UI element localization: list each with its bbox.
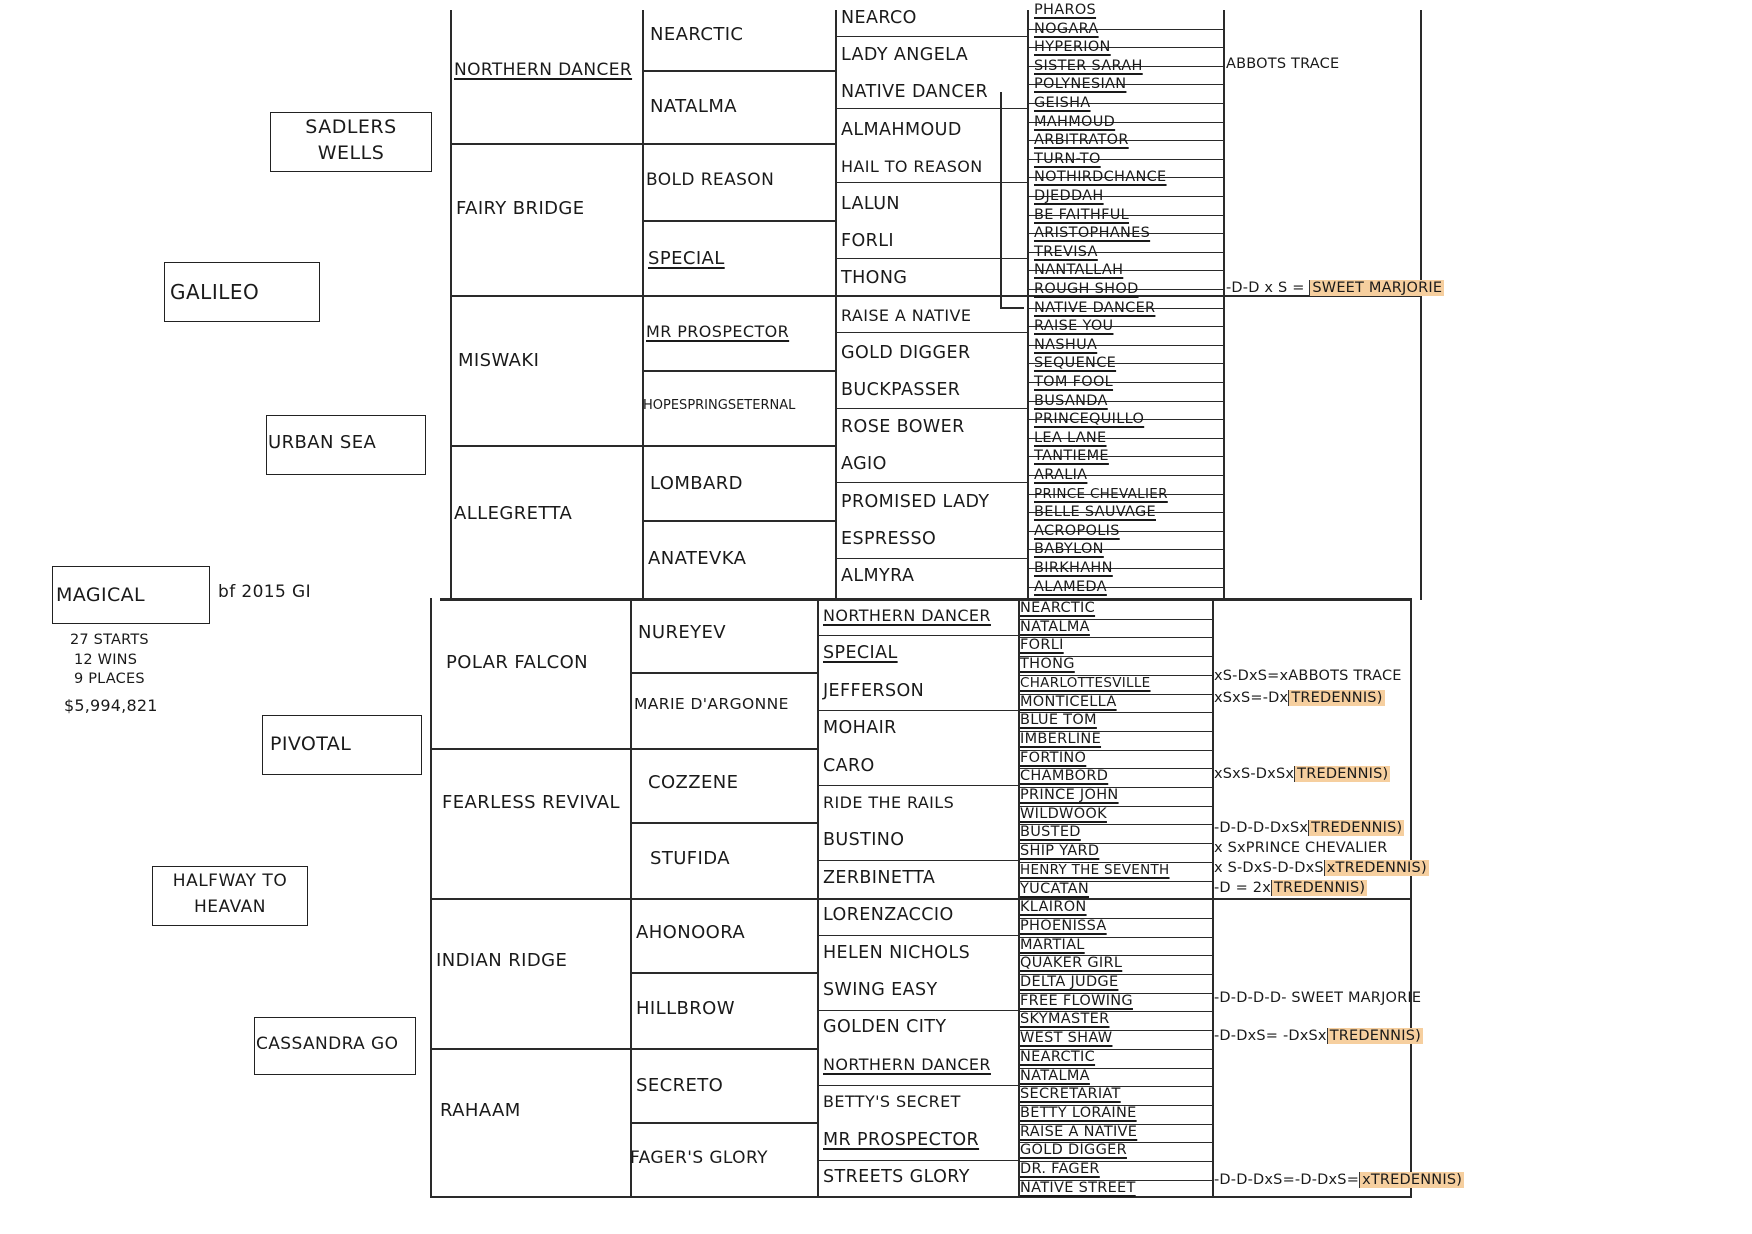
gen5-name-3: NATIVE DANCER (841, 82, 989, 103)
gen6-name-48: YUCATAN (1020, 880, 1089, 897)
note-text: -D-D-D-D- SWEET MARJORIE (1214, 990, 1422, 1006)
gen5-name-24: ZERBINETTA (823, 867, 936, 888)
note-text: -D-D x S = (1226, 280, 1310, 296)
gen2-name-3: HALFWAY TO HEAVAN (172, 871, 288, 917)
gen3-name-6: FEARLESS REVIVAL (442, 792, 620, 813)
gen6-name-32: ALAMEDA (1034, 578, 1107, 595)
gen6-name-51: MARTIAL (1020, 936, 1085, 953)
note-text: -D = 2x (1214, 880, 1271, 896)
gen2-name-2: URBAN SEA (268, 432, 377, 453)
gen5-name-6: LALUN (841, 194, 900, 214)
annotation-note-12 (1214, 1172, 1464, 1188)
gen6-name-57: NEARCTIC (1020, 1048, 1096, 1065)
annotation-note-7 (1214, 840, 1388, 856)
gen6-name-2: NOGARA (1034, 20, 1099, 37)
gen6-name-28: BELLE SAUVAGE (1034, 504, 1156, 521)
gen5-name-32: STREETS GLORY (823, 1167, 970, 1187)
gen5-name-17: NORTHERN DANCER (823, 606, 991, 625)
gen6-name-63: DR. FAGER (1020, 1161, 1100, 1177)
gen4-name-10: MARIE D'ARGONNE (634, 695, 789, 713)
gen6-name-10: NOTHIRDCHANCE (1034, 169, 1167, 186)
gen6-name-7: MAHMOUD (1034, 113, 1116, 130)
gen6-name-17: NATIVE DANCER (1034, 299, 1156, 316)
gen4-name-8: ANATEVKA (648, 548, 747, 569)
gen5-name-12: ROSE BOWER (841, 417, 965, 438)
gen3-name-1: NORTHERN DANCER (454, 60, 633, 80)
record-earnings: $5,994,821 (64, 696, 158, 715)
gen4-name-4: SPECIAL (648, 248, 725, 269)
gen5-name-21: CARO (823, 755, 875, 776)
gen3-name-4: ALLEGRETTA (454, 503, 573, 524)
subject-name: MAGICAL (56, 584, 146, 606)
note-highlight: xTREDENNIS) (1359, 1172, 1464, 1188)
gen5-name-7: FORLI (841, 231, 894, 252)
gen2-name-1: SADLERS WELLS (305, 116, 397, 164)
annotation-note-6 (1214, 820, 1404, 836)
gen4-name-14: HILLBROW (636, 998, 735, 1019)
gen4-name-7: LOMBARD (650, 473, 743, 494)
gen6-name-6: GEISHA (1034, 95, 1091, 111)
subject-info: bf 2015 GI (218, 582, 312, 602)
gen5-name-8: THONG (841, 268, 908, 289)
gen5-name-10: GOLD DIGGER (841, 342, 971, 363)
gen5-name-5: HAIL TO REASON (841, 156, 983, 176)
gen6-name-38: MONTICELLA (1020, 693, 1117, 710)
gen6-name-58: NATALMA (1020, 1067, 1090, 1084)
gen6-name-31: BIRKHAHN (1034, 560, 1113, 576)
gen6-name-45: BUSTED (1020, 824, 1081, 841)
gen6-name-11: DJEDDAH (1034, 188, 1104, 204)
gen4-name-12: STUFIDA (650, 848, 730, 869)
gen6-name-29: ACROPOLIS (1034, 522, 1120, 539)
note-text: ABBOTS TRACE (1226, 56, 1340, 72)
gen5-name-20: MOHAIR (823, 718, 897, 739)
gen6-name-39: BLUE TOM (1020, 712, 1097, 729)
gen4-name-1: NEARCTIC (650, 24, 744, 45)
annotation-note-4 (1214, 690, 1385, 706)
gen6-name-19: NASHUA (1034, 336, 1098, 353)
gen6-name-15: NANTALLAH (1034, 262, 1124, 279)
gen6-name-46: SHIP YARD (1020, 843, 1100, 860)
gen4-name-13: AHONOORA (636, 922, 746, 943)
gen6-name-54: FREE FLOWING (1020, 992, 1133, 1009)
gen6-name-3: HYPERION (1034, 39, 1111, 56)
gen6-name-21: TOM FOOL (1034, 374, 1114, 390)
gen5-name-13: AGIO (841, 454, 887, 475)
note-highlight: SWEET MARJORIE (1309, 280, 1444, 296)
gen4-name-11: COZZENE (648, 772, 739, 793)
gen4-name-6: HOPESPRINGSETERNAL (643, 398, 796, 413)
gen3-name-3: MISWAKI (458, 350, 540, 371)
gen6-name-59: SECRETARIAT (1020, 1086, 1121, 1103)
gen6-name-12: BE FAITHFUL (1034, 206, 1130, 223)
note-text: xSxS=-Dx (1214, 690, 1289, 706)
record-wins: 12 WINS (74, 652, 138, 668)
record-starts: 27 STARTS (70, 632, 149, 648)
note-highlight: TREDENNIS) (1327, 1028, 1423, 1044)
gen6-name-4: SISTER SARAH (1034, 57, 1143, 74)
gen4-name-3: BOLD REASON (646, 170, 775, 190)
gen6-name-41: FORTINO (1020, 749, 1087, 766)
annotation-note-3 (1214, 668, 1402, 684)
annotation-note-11 (1214, 1028, 1423, 1044)
gen4-name-9: NUREYEV (638, 622, 727, 643)
dam-name: PIVOTAL (270, 733, 352, 755)
note-text: xS-DxS=xABBOTS TRACE (1214, 668, 1402, 684)
gen6-name-55: SKYMASTER (1020, 1011, 1110, 1028)
gen6-name-37: CHARLOTTESVILLE (1020, 674, 1151, 691)
gen2-name-4: CASSANDRA GO (256, 1034, 399, 1054)
annotation-note-9 (1214, 880, 1367, 896)
gen5-name-28: GOLDEN CITY (823, 1017, 947, 1038)
gen6-name-42: CHAMBORD (1020, 768, 1109, 785)
record-places: 9 PLACES (74, 671, 145, 687)
note-highlight: xTREDENNIS) (1324, 860, 1429, 876)
gen6-name-26: ARALIA (1034, 467, 1088, 483)
annotation-note-8 (1214, 860, 1429, 876)
note-highlight: TREDENNIS) (1271, 880, 1367, 896)
gen4-name-15: SECRETO (636, 1075, 724, 1096)
gen5-name-18: SPECIAL (823, 643, 898, 664)
gen6-name-43: PRINCE JOHN (1020, 787, 1119, 803)
gen5-name-16: ALMYRA (841, 566, 915, 586)
gen4-name-16: FAGER'S GLORY (630, 1148, 768, 1168)
gen6-name-1: PHAROS (1034, 2, 1097, 18)
note-text: xSxS-DxSx (1214, 766, 1295, 782)
gen5-name-14: PROMISED LADY (841, 491, 990, 512)
gen3-name-7: INDIAN RIDGE (436, 950, 568, 971)
annotation-note-10 (1214, 990, 1421, 1006)
gen6-name-27: PRINCE CHEVALIER (1034, 485, 1168, 502)
gen6-name-56: WEST SHAW (1020, 1030, 1113, 1047)
gen5-name-9: RAISE A NATIVE (841, 305, 972, 325)
gen6-name-47: HENRY THE SEVENTH (1020, 861, 1170, 878)
gen6-name-33: NEARCTIC (1020, 600, 1096, 616)
note-text: -D-DxS= -DxSx (1214, 1028, 1327, 1044)
gen5-name-23: BUSTINO (823, 830, 905, 851)
gen3-name-2: FAIRY BRIDGE (456, 198, 585, 219)
gen5-name-1: NEARCO (841, 8, 917, 28)
gen6-name-52: QUAKER GIRL (1020, 955, 1123, 972)
sire-name: GALILEO (170, 280, 260, 304)
gen6-name-60: BETTY LORAINE (1020, 1104, 1137, 1121)
gen6-name-40: IMBERLINE (1020, 730, 1102, 747)
gen6-name-18: RAISE YOU (1034, 318, 1114, 335)
note-highlight: TREDENNIS) (1308, 820, 1404, 836)
gen6-name-62: GOLD DIGGER (1020, 1142, 1127, 1159)
gen3-name-8: RAHAAM (440, 1100, 521, 1121)
gen5-name-19: JEFFERSON (823, 680, 925, 701)
gen6-name-44: WILDWOOK (1020, 805, 1107, 822)
gen6-name-14: TREVISA (1034, 243, 1098, 260)
gen6-name-50: PHOENISSA (1020, 917, 1107, 934)
gen6-name-49: KLAIRON (1020, 899, 1087, 916)
gen6-name-61: RAISE A NATIVE (1020, 1123, 1138, 1140)
gen6-name-13: ARISTOPHANES (1034, 225, 1151, 242)
note-text: -D-D-D-DxSx (1214, 820, 1309, 836)
gen5-name-27: SWING EASY (823, 980, 938, 1000)
gen6-name-23: PRINCEQUILLO (1034, 411, 1145, 428)
gen6-name-20: SEQUENCE (1034, 355, 1117, 372)
gen6-name-8: ARBITRATOR (1034, 132, 1129, 149)
gen6-name-35: FORLI (1020, 637, 1064, 654)
note-highlight: TREDENNIS) (1288, 690, 1384, 706)
gen6-name-36: THONG (1020, 656, 1075, 673)
gen6-name-16: ROUGH SHOD (1034, 281, 1139, 297)
gen5-name-22: RIDE THE RAILS (823, 793, 955, 812)
gen6-name-22: BUSANDA (1034, 392, 1108, 409)
annotation-note-5 (1214, 766, 1390, 782)
gen6-name-9: TURN-TO (1034, 150, 1101, 167)
note-text: x SxPRINCE CHEVALIER (1214, 840, 1388, 856)
gen5-name-26: HELEN NICHOLS (823, 942, 971, 963)
gen6-name-53: DELTA JUDGE (1020, 974, 1119, 990)
annotation-note-2 (1226, 280, 1444, 296)
gen5-name-25: LORENZACCIO (823, 905, 954, 926)
gen5-name-31: MR PROSPECTOR (823, 1129, 980, 1150)
gen5-name-15: ESPRESSO (841, 528, 937, 549)
note-highlight: TREDENNIS) (1294, 766, 1390, 782)
gen5-name-29: NORTHERN DANCER (823, 1054, 991, 1074)
gen6-name-34: NATALMA (1020, 618, 1090, 635)
gen6-name-25: TANTIEME (1034, 448, 1109, 465)
gen5-name-11: BUCKPASSER (841, 380, 961, 400)
gen6-name-24: LEA LANE (1034, 429, 1107, 446)
gen6-name-30: BABYLON (1034, 541, 1104, 558)
gen6-name-5: POLYNESIAN (1034, 76, 1127, 93)
annotation-note-1 (1226, 56, 1339, 72)
gen6-name-64: NATIVE STREET (1020, 1179, 1136, 1196)
note-text: -D-D-DxS=-D-DxS= (1214, 1172, 1360, 1188)
gen4-name-2: NATALMA (650, 96, 737, 117)
note-text: x S-DxS-D-DxS (1214, 860, 1324, 876)
gen5-name-4: ALMAHMOUD (841, 119, 962, 140)
gen3-name-5: POLAR FALCON (446, 652, 589, 673)
gen5-name-2: LADY ANGELA (841, 45, 969, 66)
gen4-name-5: MR PROSPECTOR (646, 322, 790, 341)
gen5-name-30: BETTY'S SECRET (823, 1092, 961, 1112)
